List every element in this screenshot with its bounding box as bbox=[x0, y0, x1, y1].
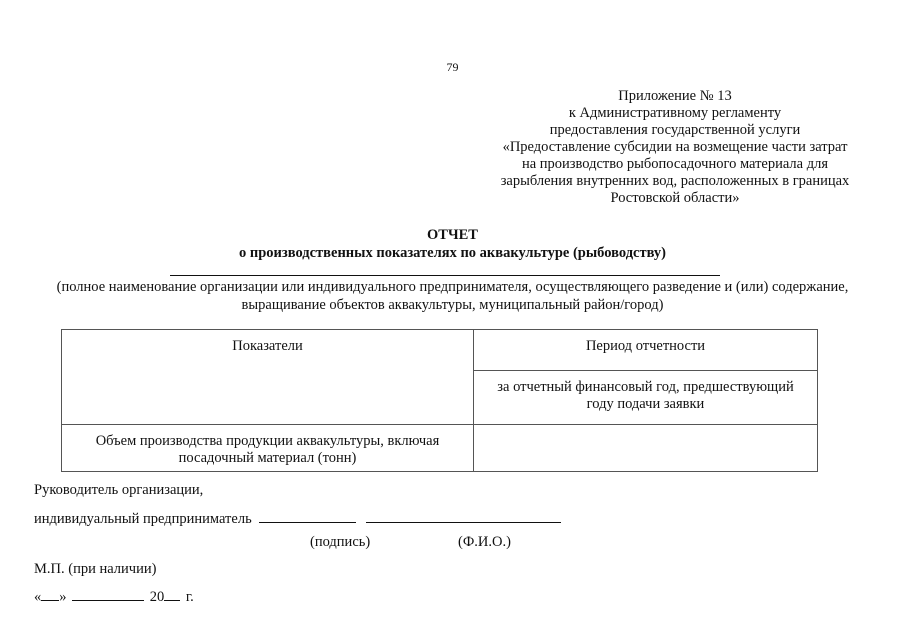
date-row bbox=[34, 586, 194, 606]
period-sub-line: году подачи заявки bbox=[586, 396, 705, 412]
date-quote-close: » bbox=[59, 589, 67, 605]
org-caption-line: (полное наименование организации или индивидуального предпринимателя, осуществляющего разведение и (или) содержание, bbox=[56, 279, 849, 295]
page-number: 79 bbox=[446, 60, 459, 74]
stamp-note: М.П. (при наличии) bbox=[34, 561, 157, 577]
row-label-line: Объем производства продукции аквакультуры, включая bbox=[95, 433, 440, 449]
row-label-line: посадочный материал (тонн) bbox=[178, 450, 357, 466]
date-suffix: г. bbox=[185, 589, 194, 605]
report-table bbox=[61, 329, 818, 472]
name-field[interactable] bbox=[366, 508, 561, 523]
period-sub-line: за отчетный финансовый год, предшествующий bbox=[497, 379, 794, 395]
report-title bbox=[0, 226, 905, 262]
signature-head-line1: Руководитель организации, bbox=[34, 482, 204, 498]
row-production-value[interactable] bbox=[474, 425, 818, 472]
name-caption: (Ф.И.О.) bbox=[458, 534, 511, 550]
header-indicators bbox=[62, 330, 474, 425]
date-quote-open: « bbox=[34, 589, 42, 605]
org-caption-line: выращивание объектов аквакультуры, муниципальный район/город) bbox=[241, 297, 664, 313]
appendix-line: Ростовской области» bbox=[610, 190, 740, 206]
header-period bbox=[474, 330, 818, 371]
date-day-field[interactable] bbox=[41, 586, 59, 601]
org-name-caption bbox=[20, 278, 885, 314]
appendix-block bbox=[480, 88, 870, 207]
appendix-line: «Предоставление субсидии на возмещение части затрат bbox=[502, 139, 848, 155]
appendix-line: зарыбления внутренних вод, расположенных в границах bbox=[500, 173, 850, 189]
row-production-label bbox=[62, 425, 474, 472]
header-indicators-label: Показатели bbox=[232, 338, 303, 354]
date-year-prefix: 20 bbox=[149, 589, 165, 605]
report-title-sub: о производственных показателях по аквакультуре (рыбоводству) bbox=[239, 245, 666, 261]
signature-field[interactable] bbox=[259, 508, 356, 523]
org-name-line[interactable] bbox=[170, 275, 720, 276]
header-period-sub bbox=[474, 371, 818, 425]
header-period-label: Период отчетности bbox=[585, 338, 706, 354]
date-year-field[interactable] bbox=[164, 586, 180, 601]
sign-caption: (подпись) bbox=[310, 534, 371, 550]
signature-head-line2: индивидуальный предприниматель bbox=[34, 511, 252, 527]
appendix-line: Приложение № 13 bbox=[618, 88, 732, 104]
appendix-line: к Административному регламенту bbox=[568, 105, 782, 121]
signature-head-row bbox=[34, 508, 561, 528]
appendix-line: на производство рыбопосадочного материала для bbox=[521, 156, 829, 172]
report-title-main: ОТЧЕТ bbox=[427, 227, 478, 243]
appendix-line: предоставления государственной услуги bbox=[549, 122, 801, 138]
date-month-field[interactable] bbox=[72, 586, 144, 601]
